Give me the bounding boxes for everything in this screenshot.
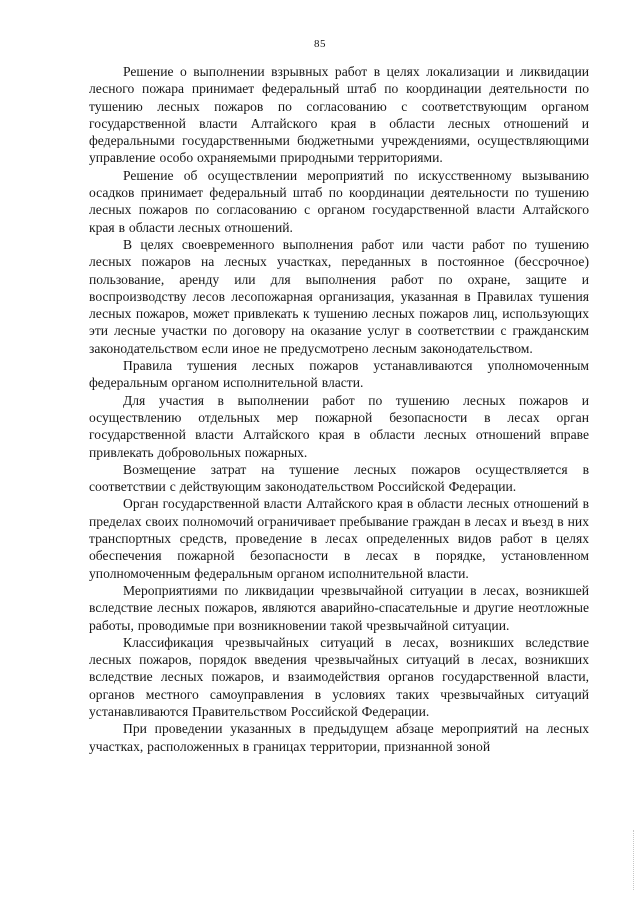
paragraph-volunteer-firefighters: Для участия в выполнении работ по тушению лесных пожаров и осуществлению отдельных мер пожарной безопасности в лесах орган государственной власти Алтайского края в области лесных отношений вправе привлекать добровольных пожарных. — [89, 392, 589, 460]
paragraph-explosive-works: Решение о выполнении взрывных работ в целях локализации и ликвидации лесного пожара принимает федеральный штаб по координации деятельности по тушению лесных пожаров по согласованию с соответствующим органом государственной власти Алтайского края в области лесных отношений и федеральными государственными бюджетными учреждениями, осуществляющими управление особо охраняемыми природными территориями. — [89, 64, 589, 166]
paragraph-involving-land-users: В целях своевременного выполнения работ или части работ по тушению лесных пожаров на лесных участках, переданных в постоянное (бессрочное) пользование, аренду или для выполнения работ по охране, защите и воспроизводству лесов лесопожарная организация, указанная в Правилах тушения лесных пожаров, может привлекать к тушению лесных пожаров лиц, использующих эти лесные участки по договору на оказание услуг в соответствии с гражданским законодательством если иное не предусмотрено лесным законодательством. — [89, 236, 589, 356]
paragraph-territory-zone: При проведении указанных в предыдущем абзаце мероприятий на лесных участках, расположенных в границах территории, признанной зоной — [89, 721, 589, 754]
paragraph-artificial-precipitation: Решение об осуществлении мероприятий по искусственному вызыванию осадков принимает федеральный штаб по координации деятельности по тушению лесных пожаров по согласованию с органом государственной власти Алтайского края в области лесных отношений. — [89, 167, 589, 235]
paragraph-emergency-measures: Мероприятиями по ликвидации чрезвычайной ситуации в лесах, возникшей вследствие лесных пожаров, являются аварийно-спасательные и другие неотложные работы, проводимые при возникновении такой чрезвычайной ситуации. — [89, 582, 589, 633]
paragraph-cost-reimbursement: Возмещение затрат на тушение лесных пожаров осуществляется в соответствии с действующим законодательством Российской Федерации. — [89, 461, 589, 495]
paragraph-emergency-classification: Классификация чрезвычайных ситуаций в лесах, возникших вследствие лесных пожаров, порядок введения чрезвычайных ситуаций в лесах, возникших вследствие лесных пожаров, и взаимодействия органов государственной власти, органов местного самоуправления в условиях таких чрезвычайных ситуаций устанавливаются Правительством Российской Федерации. — [89, 634, 589, 719]
scan-edge-mark — [633, 830, 636, 890]
page-number: 85 — [314, 38, 326, 50]
document-body — [89, 63, 589, 755]
paragraph-access-restriction: Орган государственной власти Алтайского края в области лесных отношений в пределах своих полномочий ограничивает пребывание граждан в лесах и въезд в них транспортных средств, проведение в лесах определенных видов работ в целях обеспечения пожарной безопасности в лесах в порядке, установленном уполномоченным федеральным органом исполнительной власти. — [89, 496, 589, 581]
paragraph-firefighting-rules: Правила тушения лесных пожаров устанавливаются уполномоченным федеральным органом исполнительной власти. — [89, 358, 589, 391]
